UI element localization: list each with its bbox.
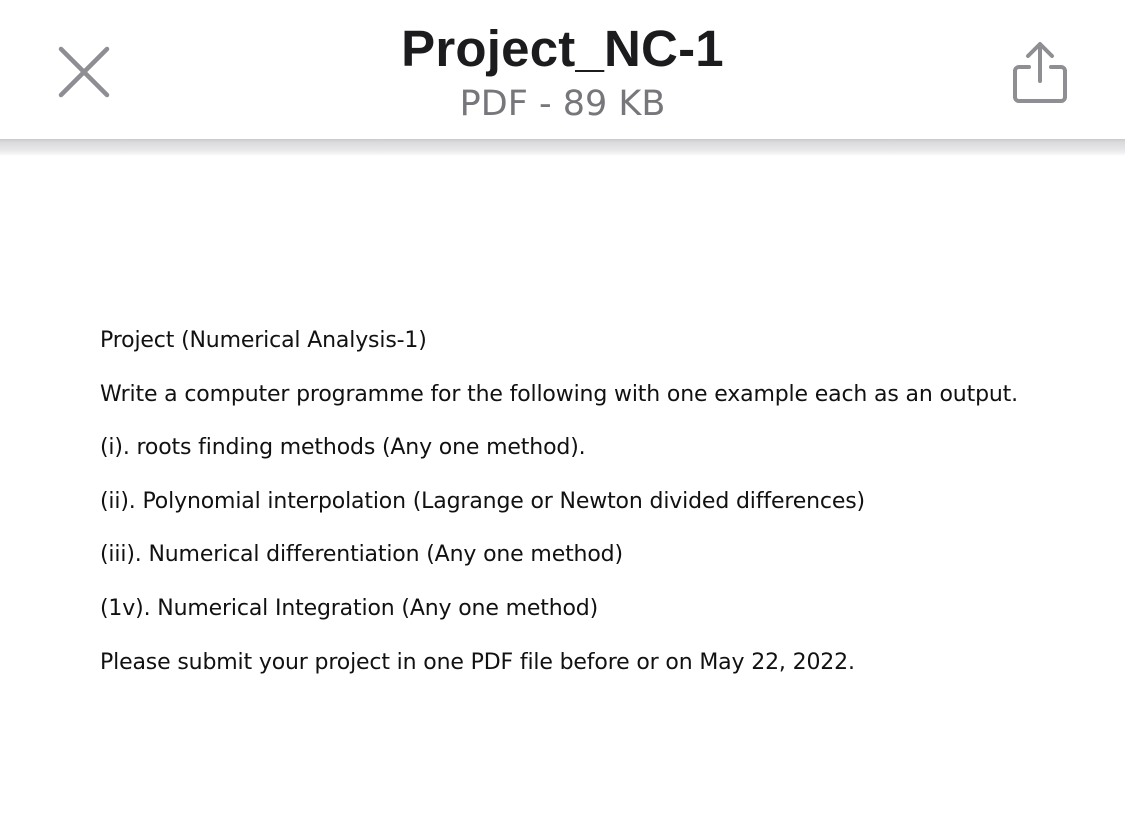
document-item-interpolation: (ii). Polynomial interpolation (Lagrange or Newton divided differences)	[100, 488, 865, 514]
document-submission-note: Please submit your project in one PDF file before or on May 22, 2022.	[100, 649, 855, 675]
document-heading: Project (Numerical Analysis-1)	[100, 328, 427, 353]
document-title: Project_NC-1	[401, 20, 724, 77]
document-instruction: Write a computer programme for the following with one example each as an output.	[100, 381, 1018, 407]
header-divider	[0, 139, 1125, 156]
document-item-roots-finding: (i). roots finding methods (Any one method).	[100, 435, 586, 461]
document-item-differentiation: (iii). Numerical differentiation (Any one method)	[100, 542, 623, 568]
share-icon	[1010, 39, 1070, 105]
top-bar	[0, 0, 1125, 139]
close-button[interactable]	[50, 38, 118, 106]
share-button[interactable]	[1000, 32, 1080, 112]
close-icon	[58, 46, 110, 98]
document-item-integration: (1v). Numerical Integration (Any one method)	[100, 595, 599, 621]
document-page[interactable]	[0, 156, 1125, 833]
title-block	[250, 18, 875, 126]
file-info: PDF - 89 KB	[459, 84, 666, 124]
document-content	[100, 326, 1060, 701]
